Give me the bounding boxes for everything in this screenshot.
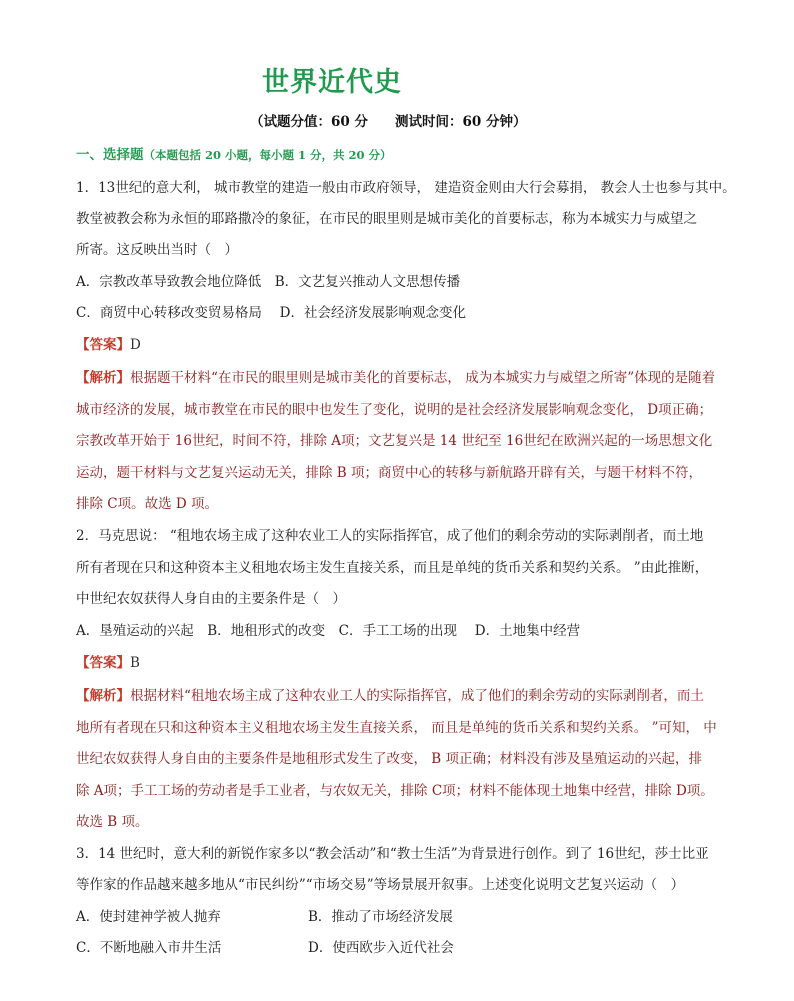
question-1-option-row: C．商贸中心转移改变贸易格局 D．社会经济发展影响观念变化 [76, 305, 466, 321]
question-1-line: 教堂被教会称为永恒的耶路撒冷的象征，在市民的眼里则是城市美化的首要标志，称为本城实力与威望之 [76, 211, 697, 227]
analysis-label: 【解析】 [76, 688, 130, 704]
section-title: 一、选择题 [76, 147, 144, 163]
question-3-line: 3．14 世纪时，意大利的新锐作家多以“教会活动”和“教士生活”为背景进行创作。到了 16世纪，莎士比亚 [76, 846, 709, 862]
question-3-option-a: A．使封建神学被人抛弃 [76, 909, 221, 925]
question-1-analysis-line: 城市经济的发展，城市教堂在市民的眼中也发生了变化，说明的是社会经济发展影响观念变化， D项正确； [76, 402, 713, 418]
analysis-text: 根据题干材料“在市民的眼里则是城市美化的首要标志， 成为本城实力与威望之所寄”体现的是随着 [130, 370, 716, 386]
question-1-analysis-line: 运动，题干材料与文艺复兴运动无关，排除 B 项；商贸中心的转移与新航路开辟有关，与题干材料不符， [76, 465, 703, 481]
answer-value: B [130, 655, 140, 671]
question-1-answer [76, 333, 141, 353]
analysis-label: 【解析】 [76, 370, 130, 386]
question-2-analysis-line: 故选 B 项。 [76, 814, 149, 830]
question-2-answer [76, 651, 140, 671]
question-3-option-b: B．推动了市场经济发展 [308, 909, 453, 925]
question-1-analysis-line: 排除 C项。故选 D 项。 [76, 496, 219, 512]
page-title: 世界近代史 [262, 67, 402, 98]
question-2-line: 所有者现在只和这种资本主义租地农场主发生直接关系，而且是单纯的货币关系和契约关系。 ”由此推断， [76, 560, 709, 576]
question-2-analysis-line: 世纪农奴获得人身自由的主要条件是地租形式发生了改变， B 项正确；材料没有涉及垦殖运动的兴起，排 [76, 751, 703, 767]
question-3-option-c: C．不断地融入市井生活 [76, 940, 222, 956]
exam-info: （试题分值：60 分 测试时间：60 分钟） [250, 114, 527, 130]
question-3-option-d: D．使西欧步入近代社会 [308, 940, 454, 956]
section-heading [76, 143, 392, 163]
question-1-line: 所寄。这反映出当时（ ） [76, 242, 238, 258]
question-2-option-row: A．垦殖运动的兴起 B．地租形式的改变 C．手工工场的出现 D．土地集中经营 [76, 623, 581, 639]
answer-label: 【答案】 [76, 655, 130, 671]
question-2-analysis-line [76, 684, 704, 704]
question-1-option-row: A．宗教改革导致教会地位降低 B．文艺复兴推动人文思想传播 [76, 274, 461, 290]
question-2-analysis-line: 地所有者现在只和这种资本主义租地农场主发生直接关系， 而且是单纯的货币关系和契约关系。 ”可知， 中 [76, 720, 717, 736]
question-2-analysis-line: 除 A项；手工工场的劳动者是手工业者，与农奴无关，排除 C项；材料不能体现土地集中经营，排除 D项。 [76, 783, 714, 799]
answer-label: 【答案】 [76, 337, 130, 353]
question-1-line: 1．13世纪的意大利， 城市教堂的建造一般由市政府领导， 建造资金则由大行会募捐， 教会人士也参与其中。 [76, 180, 736, 196]
section-note: （本题包括 20 小题，每小题 1 分，共 20 分） [143, 148, 392, 162]
question-2-line: 中世纪农奴获得人身自由的主要条件是（ ） [76, 591, 346, 607]
question-3-line: 等作家的作品越来越多地从“市民纠纷”“市场交易”等场景展开叙事。上述变化说明文艺复兴运动（ ） [76, 877, 685, 893]
question-2-line: 2．马克思说： “租地农场主成了这种农业工人的实际指挥官，成了他们的剩余劳动的实际剥削者，而土地 [76, 528, 704, 544]
question-1-analysis-line [76, 366, 715, 386]
answer-value: D [130, 337, 141, 353]
analysis-text: 根据材料“租地农场主成了这种农业工人的实际指挥官，成了他们的剩余劳动的实际剥削者，而土 [130, 688, 704, 704]
question-1-analysis-line: 宗教改革开始于 16世纪，时间不符，排除 A项；文艺复兴是 14 世纪至 16世纪在欧洲兴起的一场思想文化 [76, 433, 713, 449]
